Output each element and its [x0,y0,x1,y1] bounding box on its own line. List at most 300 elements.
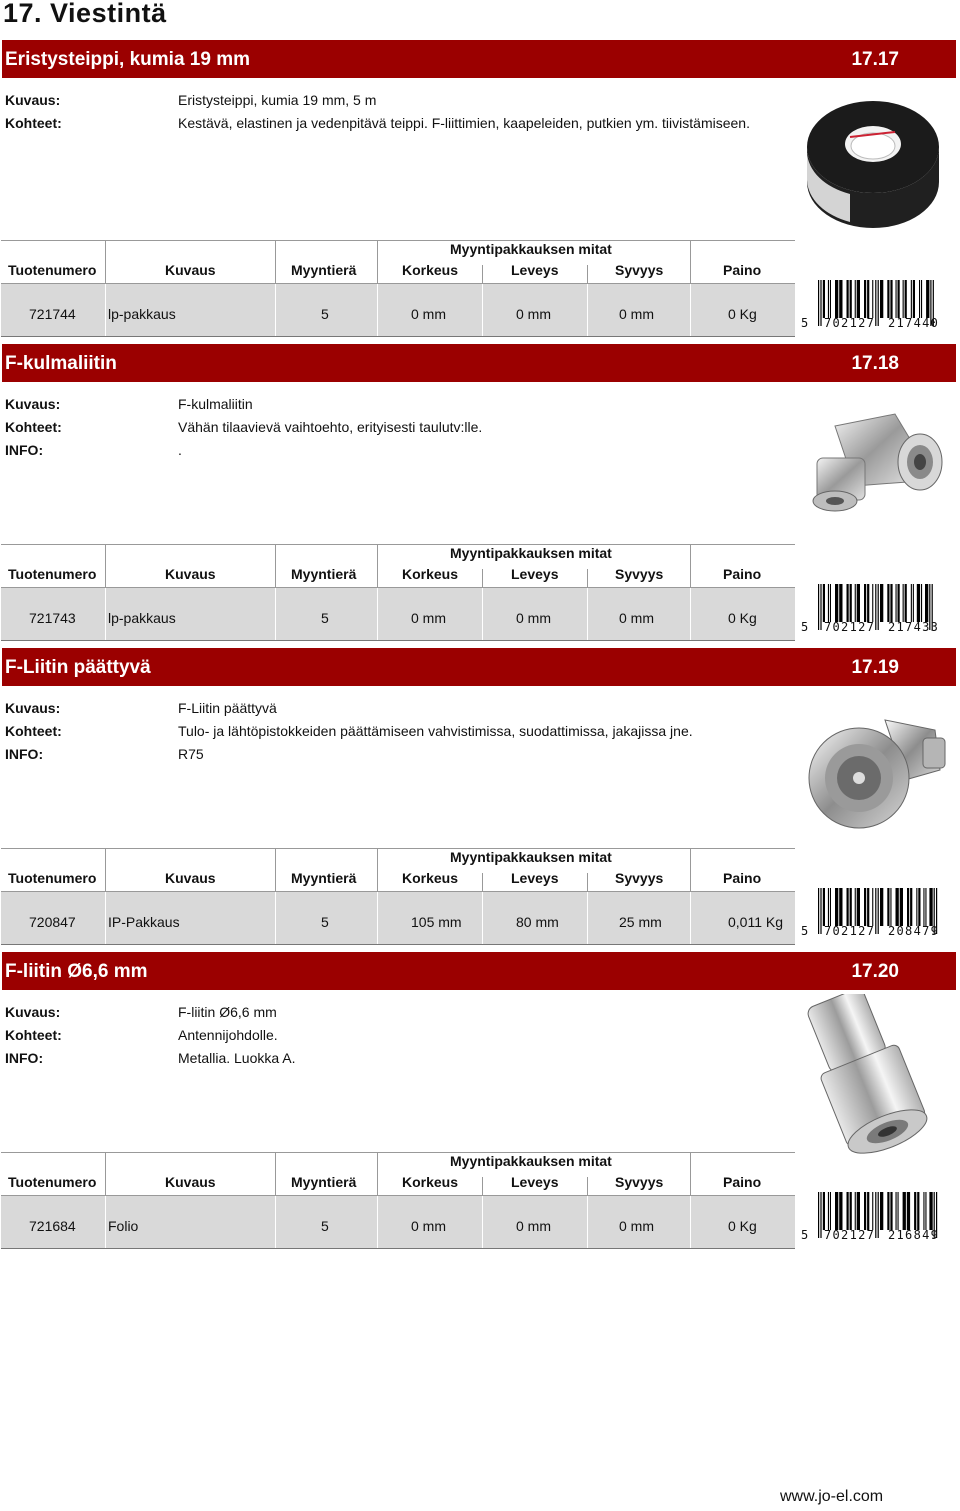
cell-divider [690,284,691,336]
barcode-bar [875,584,876,630]
field-kohteet [5,115,795,138]
barcode-bar [887,584,889,622]
cell-leveys: 0 mm [516,1218,551,1234]
field-value: Tulo- ja lähtöpistokkeiden päättämiseen vahvistimissa, suodattimissa, jakajissa jne. [178,723,693,739]
product-code: 17.18 [851,353,899,374]
cell-myyntiera: 5 [321,1218,329,1234]
barcode-bar [839,584,842,622]
tape-photo [795,82,955,242]
product-table [1,240,795,337]
cell-divider [377,892,378,944]
cell-divider [275,1196,276,1248]
barcode-bar [896,584,897,622]
table-header [1,848,795,892]
cell-paino: 0 Kg [728,306,757,322]
barcode-bar [875,888,876,934]
barcode-bar [929,1192,932,1230]
barcode-bar [847,1192,849,1230]
barcode-bar [857,280,860,318]
barcode-bar [850,888,852,926]
column-divider [587,265,588,285]
cell-korkeus: 0 mm [411,1218,446,1234]
barcode-bar [864,584,866,622]
cell-divider [690,1196,691,1248]
barcode-bar [820,1192,821,1238]
header-leveys: Leveys [511,566,559,582]
barcode-bar [847,280,849,318]
cell-kuvaus: lp-pakkaus [108,610,176,626]
barcode-bar [872,584,873,622]
barcode-left-digits: 702127 [824,1228,876,1242]
field-label: Kohteet: [5,115,62,131]
barcode-bar [896,280,897,318]
barcode [800,888,956,940]
cell-divider [482,588,483,640]
field-value: . [178,442,182,458]
barcode-first-digit: 5 [801,924,810,938]
field-value: F-kulmaliitin [178,396,253,412]
barcode-bar [923,888,924,926]
cell-myyntiera: 5 [321,306,329,322]
header-paino: Paino [723,262,762,278]
cell-kuvaus: lp-pakkaus [108,306,176,322]
f-connector-photo [795,994,955,1154]
cell-syvyys: 25 mm [619,914,662,930]
barcode-bar [926,280,929,318]
product-block [0,952,960,1256]
barcode-bar [905,584,907,622]
barcode-bar [925,1192,926,1230]
column-divider [275,545,276,589]
cell-divider [482,892,483,944]
header-group-label: Myyntipakkauksen mitat [450,241,612,257]
barcode-bar [890,888,891,926]
barcode-bar [872,888,873,926]
barcode-bar [923,1192,924,1230]
barcode-bar [820,280,821,326]
product-name: Eristysteippi, kumia 19 mm [5,49,250,70]
header-paino: Paino [723,1174,762,1190]
product-header-bar [2,40,956,78]
column-divider [587,873,588,893]
column-divider [482,873,483,893]
barcode-bar [917,584,920,622]
barcode-left-digits: 702127 [824,924,876,938]
table-row [1,892,795,945]
barcode-bar [907,1192,910,1230]
barcode-bar [818,280,819,326]
column-divider [587,1177,588,1197]
field-label: Kohteet: [5,419,62,435]
header-kuvaus: Kuvaus [165,262,216,278]
field-value: R75 [178,746,204,762]
barcode-bar [896,888,899,926]
cell-myyntiera: 5 [321,610,329,626]
column-divider [377,241,378,285]
column-divider [377,545,378,589]
header-myyntiera: Myyntierä [291,1174,357,1190]
barcode-bar [914,1192,916,1230]
header-paino: Paino [723,566,762,582]
product-code: 17.20 [851,961,899,982]
barcode-bar [878,280,879,326]
column-divider [377,1153,378,1197]
cell-divider [587,284,588,336]
barcode-bar [875,280,876,326]
field-kuvaus [5,700,795,723]
barcode-bar [828,888,829,926]
barcode-bar [887,280,889,318]
cell-korkeus: 0 mm [411,306,446,322]
header-leveys: Leveys [511,870,559,886]
field-label: Kuvaus: [5,1004,61,1020]
column-divider [690,1153,691,1197]
barcode-bar [867,280,869,318]
header-tuotenumero: Tuotenumero [8,262,97,278]
cell-divider [482,1196,483,1248]
cell-divider [377,1196,378,1248]
header-leveys: Leveys [511,262,559,278]
barcode-bar [835,584,838,622]
column-divider [275,849,276,893]
header-korkeus: Korkeus [402,870,459,886]
cell-divider [377,284,378,336]
cell-divider [690,892,691,944]
barcode-bar [839,888,842,926]
field-value: Kestävä, elastinen ja vedenpitävä teippi. F-liittimien, kaapeleiden, putkien ym. tiivistämiseen. [178,115,750,131]
table-header [1,1152,795,1196]
column-divider [377,849,378,893]
cell-leveys: 80 mm [516,914,559,930]
barcode-bar [820,584,821,630]
column-divider [275,1153,276,1197]
barcode-bar [855,1192,856,1230]
barcode-bar [839,1192,842,1230]
column-divider [275,241,276,285]
field-label: Kohteet: [5,723,62,739]
barcode-bar [830,280,831,318]
cell-paino: 0 Kg [728,1218,757,1234]
header-syvyys: Syvyys [615,870,664,886]
field-kohteet [5,1027,795,1050]
column-divider [690,241,691,285]
product-fields [5,700,795,769]
angle-connector-photo [795,386,955,546]
barcode-bar [847,888,849,926]
table-row [1,1196,795,1249]
barcode-bar [830,888,831,926]
barcode-bar [828,1192,829,1230]
footer-url[interactable]: www.jo-el.com [780,1488,884,1505]
cell-divider [105,892,106,944]
barcode-bar [857,888,860,926]
barcode-bar [911,280,912,318]
cell-tuotenumero: 721743 [29,610,76,626]
field-kuvaus [5,1004,795,1027]
barcode-bar [857,584,860,622]
barcode [800,280,956,332]
cell-myyntiera: 5 [321,914,329,930]
cell-divider [275,892,276,944]
field-value: F-Liitin päättyvä [178,700,277,716]
barcode-bar [864,888,866,926]
product-fields [5,396,795,465]
header-kuvaus: Kuvaus [165,566,216,582]
barcode-bar [910,888,912,926]
barcode-bar [907,888,909,926]
header-group-label: Myyntipakkauksen mitat [450,849,612,865]
field-kohteet [5,723,795,746]
field-kuvaus [5,92,795,115]
barcode-right-digits: 216849 [888,1228,940,1242]
cell-leveys: 0 mm [516,610,551,626]
field-label: Kuvaus: [5,700,61,716]
barcode-bar [867,888,869,926]
cell-paino: 0,011 Kg [728,914,784,930]
barcode-bar [818,888,819,934]
header-syvyys: Syvyys [615,262,664,278]
barcode-bar [921,280,922,318]
barcode-bar [890,280,892,318]
barcode-bar [929,888,932,926]
product-block [0,40,960,344]
product-name: F-Liitin päättyvä [5,657,151,678]
header-myyntiera: Myyntierä [291,566,357,582]
column-divider [482,265,483,285]
barcode-bar [880,888,883,926]
header-kuvaus: Kuvaus [165,870,216,886]
cell-korkeus: 0 mm [411,610,446,626]
column-divider [690,849,691,893]
product-code: 17.19 [851,657,899,678]
barcode-bar [921,584,922,622]
barcode-bar [887,888,889,926]
barcode-bar [900,888,903,926]
barcode-bar [898,1192,899,1230]
barcode-bar [823,1192,825,1230]
barcode-bar [887,1192,889,1230]
field-info [5,746,795,769]
barcode-bar [898,280,900,318]
cell-syvyys: 0 mm [619,610,654,626]
product-table [1,544,795,641]
barcode-bar [820,888,821,934]
barcode-bar [890,584,892,622]
barcode-bar [905,280,907,318]
column-divider [482,569,483,589]
cell-divider [690,588,691,640]
header-group-label: Myyntipakkauksen mitat [450,1153,612,1169]
barcode-bar [898,584,900,622]
column-divider [105,241,106,285]
barcode-bar [878,584,879,630]
header-leveys: Leveys [511,1174,559,1190]
table-row [1,284,795,337]
barcode-bar [880,1192,883,1230]
barcode-bar [855,280,856,318]
field-label: INFO: [5,746,44,762]
cell-divider [105,1196,106,1248]
barcode-bar [913,584,914,622]
field-info [5,442,795,465]
barcode-bar [867,584,869,622]
barcode-bar [911,584,912,622]
barcode-bar [925,888,926,926]
field-label: INFO: [5,442,44,458]
barcode-bar [857,1192,860,1230]
header-syvyys: Syvyys [615,566,664,582]
barcode-bar [823,280,825,318]
cell-kuvaus: IP-Pakkaus [108,914,180,930]
header-syvyys: Syvyys [615,1174,664,1190]
header-tuotenumero: Tuotenumero [8,870,97,886]
terminator-photo [795,690,955,850]
field-label: Kuvaus: [5,396,61,412]
cell-divider [105,588,106,640]
table-row [1,588,795,641]
column-divider [587,569,588,589]
product-table [1,1152,795,1249]
field-label: INFO: [5,1050,44,1066]
barcode-bar [835,1192,838,1230]
field-value: F-liitin Ø6,6 mm [178,1004,277,1020]
field-kuvaus [5,396,795,419]
barcode-bar [875,1192,876,1238]
barcode-bar [872,1192,873,1230]
product-block [0,344,960,648]
field-value: Antennijohdolle. [178,1027,278,1043]
cell-divider [105,284,106,336]
barcode-bar [830,584,831,622]
cell-divider [587,1196,588,1248]
cell-syvyys: 0 mm [619,1218,654,1234]
field-value: Eristysteippi, kumia 19 mm, 5 m [178,92,377,108]
cell-divider [377,588,378,640]
cell-syvyys: 0 mm [619,306,654,322]
barcode-bar [896,1192,897,1230]
barcode-bar [880,584,883,622]
barcode-bar [917,1192,919,1230]
product-name: F-kulmaliitin [5,353,117,374]
cell-korkeus: 105 mm [411,914,462,930]
field-value: Metallia. Luokka A. [178,1050,296,1066]
cell-tuotenumero: 721744 [29,306,76,322]
header-tuotenumero: Tuotenumero [8,1174,97,1190]
barcode-bar [919,280,920,318]
cell-paino: 0 Kg [728,610,757,626]
barcode-bar [916,888,917,926]
barcode-bar [864,280,866,318]
barcode-bar [855,888,856,926]
barcode-left-digits: 702127 [824,620,876,634]
cell-divider [275,284,276,336]
cell-leveys: 0 mm [516,306,551,322]
product-block [0,648,960,952]
cell-tuotenumero: 721684 [29,1218,76,1234]
barcode-bar [880,280,883,318]
column-divider [482,1177,483,1197]
cell-kuvaus: Folio [108,1218,139,1234]
barcode-bar [864,1192,866,1230]
product-name: F-liitin Ø6,6 mm [5,961,148,982]
barcode-bar [839,280,842,318]
product-fields [5,92,795,138]
header-korkeus: Korkeus [402,566,459,582]
barcode-bar [903,1192,906,1230]
column-divider [105,545,106,589]
header-myyntiera: Myyntierä [291,870,357,886]
table-header [1,544,795,588]
product-header-bar [2,952,956,990]
header-tuotenumero: Tuotenumero [8,566,97,582]
barcode-right-digits: 217433 [888,620,940,634]
barcode-bar [903,584,904,622]
barcode [800,584,956,636]
field-label: Kohteet: [5,1027,62,1043]
field-value: Vähän tilaavievä vaihtoehto, erityisesti taulutv:lle. [178,419,483,435]
field-info [5,1050,795,1073]
field-label: Kuvaus: [5,92,61,108]
header-myyntiera: Myyntierä [291,262,357,278]
barcode-bar [828,280,829,318]
cell-divider [587,892,588,944]
barcode-bar [918,888,920,926]
barcode-right-digits: 208479 [888,924,940,938]
barcode-bar [830,1192,831,1230]
barcode-bar [818,1192,819,1238]
barcode-bar [913,280,915,318]
barcode-bar [818,584,819,630]
barcode-bar [903,280,904,318]
barcode-bar [850,1192,852,1230]
barcode-bar [847,584,849,622]
barcode-bar [878,1192,879,1238]
field-kohteet [5,419,795,442]
product-fields [5,1004,795,1073]
barcode-bar [925,584,928,622]
cell-divider [587,588,588,640]
barcode-bar [850,584,852,622]
page-title: 17. Viestintä [3,0,167,28]
barcode-bar [823,888,825,926]
barcode-bar [835,888,838,926]
product-code: 17.17 [851,49,899,70]
barcode-first-digit: 5 [801,316,810,330]
header-korkeus: Korkeus [402,1174,459,1190]
cell-divider [275,588,276,640]
header-paino: Paino [723,870,762,886]
cell-tuotenumero: 720847 [29,914,76,930]
table-header [1,240,795,284]
barcode-bar [878,888,879,934]
barcode-bar [823,584,825,622]
product-header-bar [2,648,956,686]
column-divider [105,849,106,893]
barcode-bar [872,280,873,318]
column-divider [105,1153,106,1197]
barcode-bar [867,1192,869,1230]
barcode-bar [890,1192,892,1230]
barcode-bar [828,584,829,622]
cell-divider [482,284,483,336]
header-kuvaus: Kuvaus [165,1174,216,1190]
product-table [1,848,795,945]
barcode-right-digits: 217440 [888,316,940,330]
barcode-first-digit: 5 [801,620,810,634]
header-korkeus: Korkeus [402,262,459,278]
barcode [800,1192,956,1244]
barcode-left-digits: 702127 [824,316,876,330]
